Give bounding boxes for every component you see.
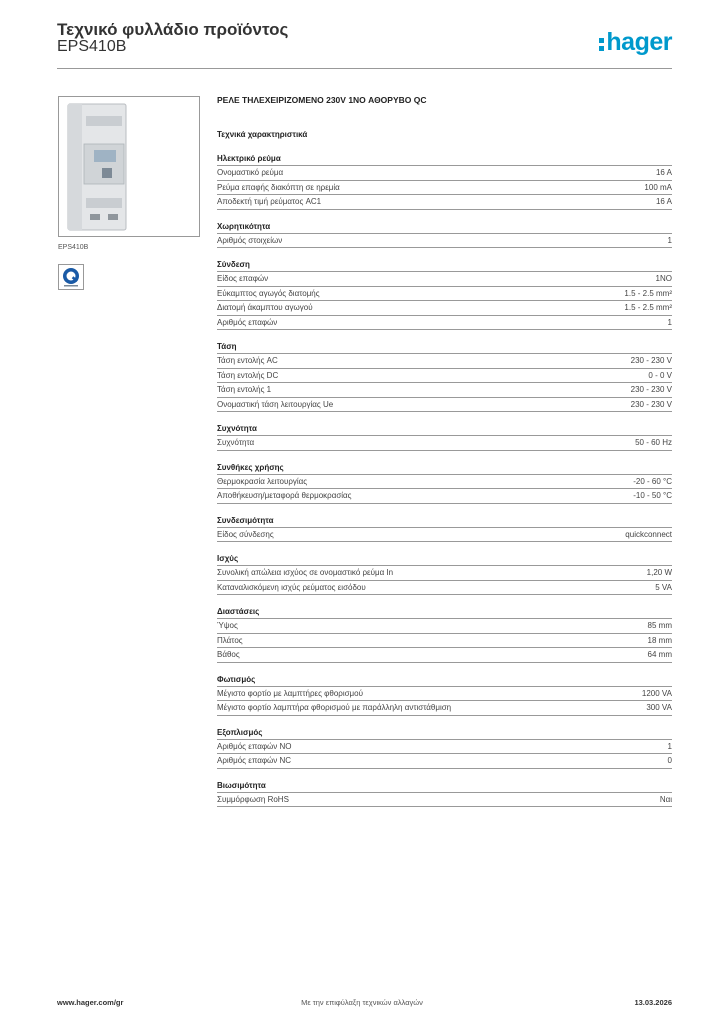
section-title: Διαστάσεις	[217, 605, 672, 619]
spec-value: 1	[667, 317, 672, 327]
spec-value: 16 A	[655, 197, 672, 206]
section-title: Συνθήκες χρήσης	[217, 461, 672, 475]
spec-row	[217, 793, 672, 808]
spec-value: 5 VA	[655, 582, 672, 592]
spec-section	[217, 726, 672, 769]
spec-value: 85 mm	[647, 621, 672, 630]
spec-label: Τάση εντολής DC	[217, 370, 279, 380]
spec-row	[217, 489, 672, 504]
spec-value: 1200 VA	[641, 688, 672, 698]
spec-label: Ονομαστική τάση λειτουργίας Ue	[217, 399, 334, 409]
spec-label: Συνολική απώλεια ισχύος σε ονομαστικό ρεύμα In	[217, 568, 394, 577]
spec-label: Βάθος	[217, 650, 240, 659]
relay-device-icon	[64, 102, 134, 232]
spec-value: 16 A	[655, 168, 672, 177]
spec-label: Είδος επαφών	[217, 274, 269, 283]
spec-row	[217, 648, 672, 663]
product-description: ΡΕΛΕ ΤΗΛΕΧΕΙΡΙΖΟΜΕΝΟ 230V 1NO ΑΘΟΡΥΒΟ QC	[217, 95, 427, 105]
spec-label: Εύκαμπτος αγωγός διατομής	[217, 288, 320, 298]
spec-value: -20 - 60 °C	[633, 476, 672, 486]
section-title: Συνδεσιμότητα	[217, 514, 672, 528]
spec-row	[217, 528, 672, 543]
spec-label: Μέγιστο φορτίο λαμπτήρα φθορισμού με παράλληλη αντιστάθμιση	[217, 703, 452, 712]
spec-value: 1.5 - 2.5 mm²	[624, 303, 672, 312]
spec-row	[217, 687, 672, 702]
product-caption: EPS410B	[58, 244, 89, 251]
spec-value: 0	[667, 756, 672, 765]
spec-row	[217, 754, 672, 769]
spec-value: 1	[667, 235, 672, 245]
spec-section	[217, 461, 672, 504]
spec-row	[217, 287, 672, 302]
spec-row	[217, 354, 672, 369]
spec-value: -10 - 50 °C	[633, 491, 672, 500]
spec-row	[217, 181, 672, 196]
page-title: Τεχνικό φυλλάδιο προϊόντος	[57, 20, 289, 39]
spec-label: Αριθμός επαφών	[217, 317, 278, 327]
spec-value: quickconnect	[625, 529, 672, 539]
spec-section	[217, 258, 672, 330]
spec-label: Ονομαστικό ρεύμα	[217, 168, 284, 177]
spec-row	[217, 740, 672, 755]
spec-value: 1	[667, 741, 672, 751]
spec-row	[217, 634, 672, 649]
footer-notice: Με την επιφύλαξη τεχνικών αλλαγών	[301, 998, 423, 1007]
spec-section	[217, 605, 672, 663]
spec-label: Θερμοκρασία λειτουργίας	[217, 476, 308, 486]
section-title: Σύνδεση	[217, 258, 672, 272]
section-title: Ηλεκτρικό ρεύμα	[217, 152, 672, 166]
spec-label: Μέγιστο φορτίο με λαμπτήρες φθορισμού	[217, 688, 363, 698]
spec-label: Ρεύμα επαφής διακόπτη σε ηρεμία	[217, 182, 340, 192]
product-code: EPS410B	[57, 38, 127, 55]
spec-row	[217, 316, 672, 331]
spec-row	[217, 566, 672, 581]
section-title: Τάση	[217, 340, 672, 354]
spec-row	[217, 619, 672, 634]
section-title: Βιωσιμότητα	[217, 779, 672, 793]
header-divider	[57, 68, 672, 69]
tech-specs-heading: Τεχνικά χαρακτηριστικά	[217, 130, 308, 139]
spec-row	[217, 195, 672, 210]
logo-dots-icon	[599, 38, 604, 51]
spec-content	[217, 93, 672, 807]
spec-sections	[217, 152, 672, 807]
spec-row	[217, 383, 672, 398]
section-title: Φωτισμός	[217, 673, 672, 687]
spec-value: 50 - 60 Hz	[635, 438, 672, 447]
spec-value: 0 - 0 V	[648, 370, 672, 380]
logo-text: hager	[606, 28, 672, 56]
spec-section	[217, 514, 672, 543]
footer-website: www.hager.com/gr	[57, 998, 124, 1007]
spec-row	[217, 301, 672, 316]
spec-section	[217, 152, 672, 210]
section-title: Χωρητικότητα	[217, 220, 672, 234]
spec-row	[217, 166, 672, 181]
spec-label: Αριθμός στοιχείων	[217, 235, 283, 245]
spec-label: Είδος σύνδεσης	[217, 529, 274, 539]
spec-value: Ναι	[659, 794, 672, 804]
spec-label: Συμμόρφωση RoHS	[217, 794, 289, 804]
section-title: Συχνότητα	[217, 422, 672, 436]
spec-section	[217, 422, 672, 451]
spec-row	[217, 701, 672, 716]
spec-section	[217, 779, 672, 808]
spec-value: 230 - 230 V	[630, 385, 672, 394]
spec-label: Καταναλισκόμενη ισχύς ρεύματος εισόδου	[217, 582, 366, 592]
spec-label: Ύψος	[217, 621, 238, 630]
spec-label: Αποθήκευση/μεταφορά θερμοκρασίας	[217, 491, 352, 500]
section-title: Εξοπλισμός	[217, 726, 672, 740]
spec-value: 1NO	[655, 274, 672, 283]
product-image-frame	[58, 96, 200, 237]
spec-value: 64 mm	[647, 650, 672, 659]
spec-label: Αριθμός επαφών NO	[217, 741, 292, 751]
footer-date: 13.03.2026	[634, 998, 672, 1007]
spec-label: Πλάτος	[217, 635, 243, 645]
spec-row	[217, 234, 672, 249]
spec-section	[217, 220, 672, 249]
spec-label: Διατομή άκαμπτου αγωγού	[217, 303, 313, 312]
section-title: Ισχύς	[217, 552, 672, 566]
spec-label: Αποδεκτή τιμή ρεύματος AC1	[217, 197, 322, 206]
spec-label: Συχνότητα	[217, 438, 255, 447]
spec-row	[217, 581, 672, 596]
spec-row	[217, 272, 672, 287]
spec-value: 1,20 W	[646, 568, 672, 577]
spec-label: Τάση εντολής AC	[217, 356, 278, 365]
spec-value: 300 VA	[646, 703, 672, 712]
hager-logo	[599, 28, 672, 57]
spec-row	[217, 475, 672, 490]
spec-label: Αριθμός επαφών NC	[217, 756, 292, 765]
spec-value: 230 - 230 V	[630, 399, 672, 409]
spec-row	[217, 369, 672, 384]
spec-value: 230 - 230 V	[630, 356, 672, 365]
spec-value: 18 mm	[647, 635, 672, 645]
spec-section	[217, 673, 672, 716]
spec-section	[217, 552, 672, 595]
spec-value: 1.5 - 2.5 mm²	[624, 288, 672, 298]
spec-value: 100 mA	[644, 182, 672, 192]
spec-section	[217, 340, 672, 412]
spec-row	[217, 398, 672, 413]
spec-row	[217, 436, 672, 451]
spec-label: Τάση εντολής 1	[217, 385, 272, 394]
quickconnect-q-icon	[58, 264, 84, 290]
